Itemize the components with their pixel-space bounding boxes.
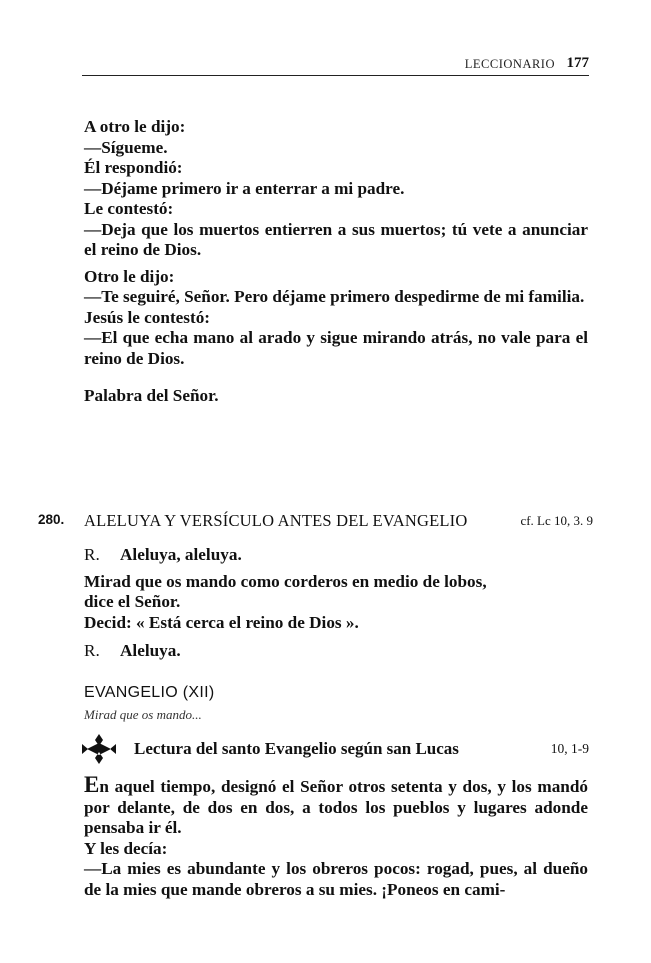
page-header — [82, 55, 589, 76]
dialogue-line: Otro le dijo: — [84, 266, 175, 286]
dialogue-block — [84, 117, 588, 407]
dialogue-line: —Sígueme. — [84, 137, 168, 157]
response-text: Aleluya, aleluya. — [120, 545, 242, 564]
dialogue-line: —Déjame primero ir a enterrar a mi padre. — [84, 178, 405, 198]
response-symbol: R. — [84, 641, 100, 660]
response-symbol: R. — [84, 545, 100, 564]
dialogue-line: —Te seguiré, Señor. Pero déjame primero despedirme de mi familia. — [84, 287, 585, 306]
gospel-text — [84, 772, 588, 900]
reading-heading — [82, 734, 589, 764]
reading-title: Lectura del santo Evangelio según san Lucas — [134, 739, 459, 758]
gospel-subtitle: Mirad que os mando... — [84, 707, 202, 722]
verse-line: dice el Señor. — [84, 592, 181, 611]
dialogue-line: A otro le dijo: — [84, 117, 186, 136]
dialogue-line: Jesús le contestó: — [84, 307, 211, 327]
gospel-title: EVANGELIO (XII) — [84, 684, 215, 701]
header-label: LECCIONARIO — [464, 57, 555, 71]
response-line — [84, 545, 588, 566]
dialogue-line: —Deja que los muertos entierren a sus muertos; tú vete a anunciar el reino de Dios. — [84, 219, 588, 259]
section-number: 280. — [38, 512, 65, 527]
page-number: 177 — [566, 55, 589, 71]
cross-icon — [82, 734, 116, 764]
drop-cap: E — [84, 772, 100, 797]
final-response — [84, 641, 588, 662]
dialogue-line: Le contestó: — [84, 199, 174, 218]
section-title: ALELUYA Y VERSÍCULO ANTES DEL EVANGELIO — [84, 511, 468, 530]
paragraph-text: n aquel tiempo, designó el Señor otros setenta y dos, y los mandó por delante, de dos en dos, a todos los pueblos y lugares adonde pensaba ir él. — [84, 777, 588, 837]
verse-line: Decid: « Está cerca el reino de Dios ». — [84, 612, 359, 632]
closing-acclamation: Palabra del Señor. — [84, 386, 219, 405]
verse-line: Mirad que os mando como corderos en medio de lobos, — [84, 571, 487, 591]
dialogue-line: Él respondió: — [84, 158, 183, 177]
response-text: Aleluya. — [120, 641, 181, 660]
gospel-line: Y les decía: — [84, 838, 168, 858]
reading-reference: 10, 1-9 — [550, 741, 589, 756]
gospel-line: —La mies es abundante y los obreros pocos: rogad, pues, al dueño de la mies que mande obreros a su mies. ¡Poneos en cami- — [84, 859, 588, 899]
gospel-paragraph — [84, 772, 588, 839]
alleluia-block — [84, 545, 588, 662]
section-reference: cf. Lc 10, 3. 9 — [520, 513, 593, 528]
dialogue-line: —El que echa mano al arado y sigue mirando atrás, no vale para el reino de Dios. — [84, 328, 588, 368]
